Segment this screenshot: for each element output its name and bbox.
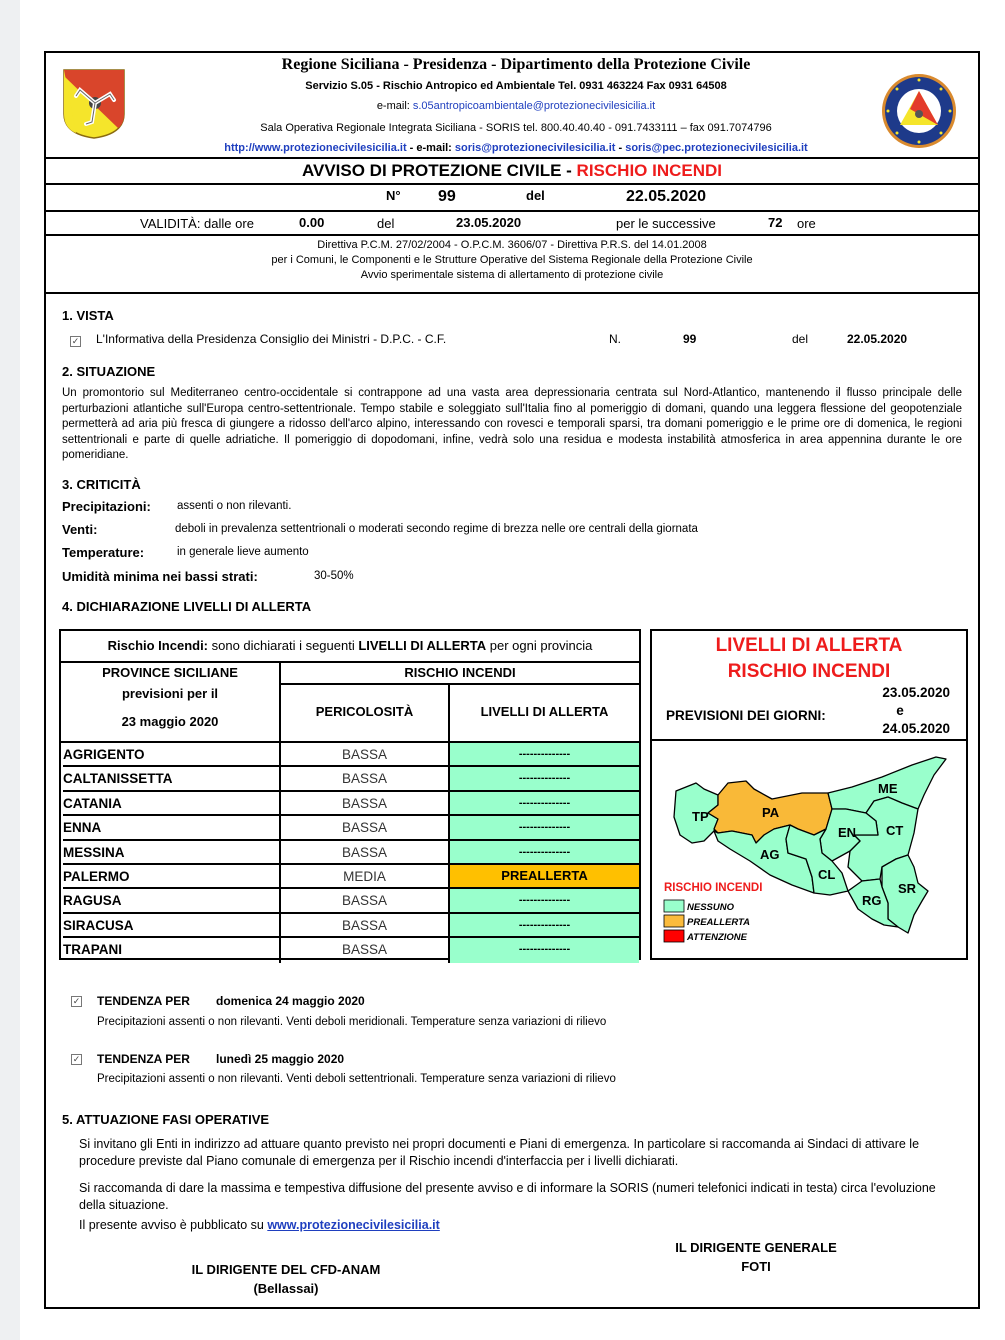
- legend-label-preallerta: PREALLERTA: [687, 917, 750, 928]
- header-danger: PERICOLOSITÀ: [281, 685, 450, 743]
- header-province-line-3: 23 maggio 2020: [121, 714, 219, 729]
- caption-bold-2: LIVELLI DI ALLERTA: [358, 638, 487, 653]
- trend-2-checkbox[interactable]: ✓: [72, 1054, 81, 1064]
- map-label-cl: CL: [818, 867, 836, 882]
- province-name: SIRACUSA: [63, 914, 281, 938]
- separator: -: [615, 142, 626, 154]
- attuazione-para-1: Si invitano gli Enti in indirizzo ad attuare quanto previsto nei propri documenti e Piani di emergenza. In particolare si raccomanda ai Sindaci di attivare le procedure previste dal Piano comunale di emergenza per il Rischio incendi d'interfaccia per i livelli dichiarati.: [79, 1137, 920, 1168]
- vista-n-value: 99: [683, 332, 697, 346]
- criticita-venti-label: Venti:: [62, 522, 98, 537]
- alert-map-header: [652, 631, 966, 741]
- vista-date: 22.05.2020: [847, 332, 908, 346]
- table-row: [61, 914, 639, 938]
- map-label-sr: SR: [898, 881, 917, 896]
- table-row: [61, 889, 639, 913]
- map-label-pa: PA: [762, 805, 780, 820]
- map-title-1: LIVELLI DI ALLERTA: [715, 635, 903, 656]
- trend-2-text: Precipitazioni assenti o non rilevanti. Venti deboli settentrionali. Temperature senza variazioni di rilievo: [97, 1073, 616, 1085]
- province-name: CALTANISSETTA: [63, 767, 281, 791]
- published-line: [79, 1218, 440, 1232]
- danger-level: BASSA: [281, 914, 450, 938]
- email-label: e-mail:: [376, 100, 413, 112]
- date-label: del: [526, 188, 545, 203]
- danger-level: MEDIA: [281, 865, 450, 889]
- document-header: [46, 53, 978, 159]
- notice-date: 22.05.2020: [626, 188, 707, 205]
- hours-label: ore: [797, 216, 816, 231]
- danger-level: BASSA: [281, 841, 450, 865]
- notice-title-prefix: AVVISO DI PROTEZIONE CIVILE -: [301, 161, 577, 180]
- map-label-en: EN: [838, 825, 857, 840]
- trend-2-label: TENDENZA PER: [97, 1052, 190, 1066]
- email2-label: - e-mail:: [406, 142, 455, 154]
- criticita-temp-label: Temperature:: [62, 545, 145, 560]
- website-link-footer[interactable]: www.protezionecivilesicilia.it: [267, 1218, 440, 1232]
- trend-1-checkbox[interactable]: ✓: [72, 996, 81, 1006]
- legend-swatch-preallerta: [664, 915, 684, 927]
- province-name: PALERMO: [63, 865, 281, 889]
- criticita-umidita-label: Umidità minima nei bassi strati:: [62, 569, 258, 584]
- vista-checkbox[interactable]: ✓: [71, 336, 80, 346]
- vista-text: L'Informativa della Presidenza Consiglio dei Ministri - D.P.C. - C.F.: [96, 332, 447, 346]
- legend-swatch-nessuno: [664, 900, 684, 912]
- alert-level: --------------: [450, 743, 639, 767]
- trend-1-day: domenica 24 maggio 2020: [216, 994, 365, 1008]
- notice-document: [44, 51, 980, 1309]
- legend-label-attenzione: ATTENZIONE: [687, 932, 747, 943]
- validity-time: 0.00: [299, 215, 325, 230]
- signature-right-name: FOTI: [741, 1259, 771, 1274]
- province-name: MESSINA: [63, 841, 281, 865]
- section-allerta-title: 4. DICHIARAZIONE LIVELLI DI ALLERTA: [62, 599, 312, 614]
- criticita-precip-value: assenti o non rilevanti.: [177, 500, 292, 512]
- regione-siciliana-coat-of-arms-icon: [62, 68, 126, 140]
- directive-line-2: per i Comuni, le Componenti e le Strutture Operative del Sistema Regionale della Protezione Civile: [271, 254, 753, 266]
- section-situazione-title: 2. SITUAZIONE: [62, 364, 156, 379]
- soris-email-link[interactable]: soris@protezionecivilesicilia.it: [454, 142, 616, 154]
- alert-level: --------------: [450, 938, 639, 962]
- table-row: [61, 816, 639, 840]
- published-label: Il presente avviso è pubblicato su: [79, 1218, 268, 1232]
- province-name: AGRIGENTO: [63, 743, 281, 767]
- alert-level: --------------: [450, 792, 639, 816]
- header-province: [61, 663, 281, 743]
- org-title: Regione Siciliana - Presidenza - Dipartimento della Protezione Civile: [281, 56, 751, 73]
- map-label-me: ME: [878, 781, 898, 796]
- email-line: [156, 100, 876, 112]
- danger-level: BASSA: [281, 767, 450, 791]
- notice-number: 99: [438, 188, 456, 205]
- signature-left-title: IL DIRIGENTE DEL CFD-ANAM: [191, 1262, 381, 1277]
- trend-1-text: Precipitazioni assenti o non rilevanti. Venti deboli meridionali. Temperature senza variazioni di rilievo: [97, 1016, 607, 1028]
- alert-levels-table: [59, 629, 641, 960]
- vista-n-label: N.: [609, 332, 621, 346]
- forecast-and: e: [896, 703, 904, 718]
- notice-number-row: [46, 185, 978, 212]
- legend-label-nessuno: NESSUNO: [687, 902, 734, 913]
- successive-label: per le successive: [616, 216, 716, 231]
- province-name: TRAPANI: [63, 938, 281, 962]
- header-alert-level: LIVELLI DI ALLERTA: [450, 685, 639, 743]
- situazione-text: Un promontorio sul Mediterraneo centro-occidentale si contrappone ad una vasta area depressionaria centrata sul Nord-Atlantico, mantenendo il flusso principale delle perturbazioni atlantiche sull'Europa centro-settentrionale. Tempo stabile e soleggiato sull'Italia fino al pomeriggio di domani, quando una leggera flessione del geopotenziale permetterà ad aria più fresca di giungere a ridosso dell'arco alpino, interessando con rovesci e temporali sparsi, tra domani pomeriggio e le prime ore di domenica, le regioni settentrionali e parte di quelle adriatiche. Il pomeriggio di dopodomani, infine, vedrà solo una residua e modesta instabilità atmosferica in area appennina durante le ore pomeridiane.: [62, 387, 962, 461]
- table-row: [61, 792, 639, 816]
- signature-right-title: IL DIRIGENTE GENERALE: [675, 1240, 837, 1255]
- directives-block: [46, 236, 978, 294]
- province-name: CATANIA: [63, 792, 281, 816]
- alert-level: --------------: [450, 914, 639, 938]
- caption-bold-1: Rischio Incendi:: [107, 638, 209, 653]
- notice-title: [46, 159, 978, 185]
- protezione-civile-seal-icon: [880, 72, 958, 150]
- soris-line: Sala Operativa Regionale Integrata Siciliana - SORIS tel. 800.40.40.40 - 091.7433111 – fax 091.7074796: [260, 122, 772, 134]
- validity-label: VALIDITÀ: dalle ore: [140, 216, 254, 231]
- signature-left: [146, 1262, 426, 1296]
- table-row: [61, 865, 639, 889]
- legend-swatch-attenzione: [664, 930, 684, 942]
- sicily-province-map: [652, 743, 966, 958]
- pec-email-link[interactable]: soris@pec.protezionecivilesicilia.it: [625, 142, 808, 154]
- table-row: [61, 938, 639, 962]
- alert-level: --------------: [450, 767, 639, 791]
- danger-level: BASSA: [281, 938, 450, 962]
- signature-right: [626, 1240, 886, 1274]
- viewer-left-margin: [0, 0, 20, 1340]
- header-risk-group: RISCHIO INCENDI: [281, 663, 639, 685]
- alert-level: PREALLERTA: [450, 865, 639, 889]
- header-province-line-2: previsioni per il: [121, 686, 219, 701]
- danger-level: BASSA: [281, 816, 450, 840]
- validity-date: 23.05.2020: [456, 215, 522, 230]
- criticita-temp-value: in generale lieve aumento: [177, 546, 309, 558]
- notice-title-risk: RISCHIO INCENDI: [576, 161, 723, 180]
- service-line: Servizio S.05 - Rischio Antropico ed Ambientale Tel. 0931 463224 Fax 0931 64508: [305, 80, 727, 92]
- validity-hours: 72: [768, 215, 783, 230]
- trend-2-day: lunedì 25 maggio 2020: [216, 1052, 345, 1066]
- caption-end: per ogni provincia: [486, 638, 593, 653]
- directive-line-1: Direttiva P.C.M. 27/02/2004 - O.P.C.M. 3606/07 - Direttiva P.R.S. del 14.01.2008: [317, 239, 707, 251]
- signature-left-name: (Bellassai): [253, 1281, 319, 1296]
- directive-line-3: Avvio sperimentale sistema di allertamento di protezione civile: [360, 269, 664, 281]
- section-attuazione-title: 5. ATTUAZIONE FASI OPERATIVE: [62, 1112, 270, 1127]
- map-label-tp: TP: [692, 809, 709, 824]
- attuazione-para-2: Si raccomanda di dare la massima e tempestiva diffusione del presente avviso e di informare la SORIS (numeri telefonici indicati in testa) circa l'evoluzione della situazione.: [79, 1181, 936, 1212]
- website-link[interactable]: http://www.protezionecivilesicilia.it: [224, 142, 407, 154]
- contacts-line: [156, 142, 876, 154]
- forecast-label: PREVISIONI DEI GIORNI:: [666, 708, 826, 723]
- map-title-2: RISCHIO INCENDI: [727, 661, 891, 682]
- table-row: [61, 841, 639, 865]
- forecast-date-2: 24.05.2020: [882, 721, 950, 736]
- map-label-ag: AG: [760, 847, 780, 862]
- alert-level: --------------: [450, 841, 639, 865]
- email-link[interactable]: s.05antropicoambientale@protezionecivilesicilia.it: [412, 100, 656, 112]
- criticita-venti-value: deboli in prevalenza settentrionali o moderati secondo regime di brezza nelle ore centrali della giornata: [175, 523, 698, 535]
- caption-mid: sono dichiarati i seguenti: [208, 638, 359, 653]
- vista-del-label: del: [792, 332, 809, 346]
- alert-map-box: [650, 629, 968, 960]
- criticita-umidita-value: 30-50%: [314, 570, 354, 582]
- alert-level: --------------: [450, 816, 639, 840]
- danger-level: BASSA: [281, 889, 450, 913]
- section-vista-title: 1. VISTA: [62, 308, 114, 323]
- validity-del-label: del: [377, 216, 395, 231]
- forecast-date-1: 23.05.2020: [882, 685, 950, 700]
- alert-level: --------------: [450, 889, 639, 913]
- danger-level: BASSA: [281, 743, 450, 767]
- trend-1-label: TENDENZA PER: [97, 994, 190, 1008]
- danger-level: BASSA: [281, 792, 450, 816]
- province-name: RAGUSA: [63, 889, 281, 913]
- validity-row: [46, 212, 978, 236]
- section-criticita-title: 3. CRITICITÀ: [62, 477, 141, 492]
- table-caption: [61, 631, 639, 663]
- header-province-line-1: PROVINCE SICILIANE: [102, 665, 238, 680]
- criticita-precip-label: Precipitazioni:: [62, 499, 151, 514]
- number-label: N°: [386, 188, 401, 203]
- province-name: ENNA: [63, 816, 281, 840]
- table-row: [61, 743, 639, 767]
- map-legend-title: RISCHIO INCENDI: [664, 882, 763, 894]
- map-label-rg: RG: [862, 893, 882, 908]
- table-row: [61, 767, 639, 791]
- map-label-ct: CT: [886, 823, 904, 838]
